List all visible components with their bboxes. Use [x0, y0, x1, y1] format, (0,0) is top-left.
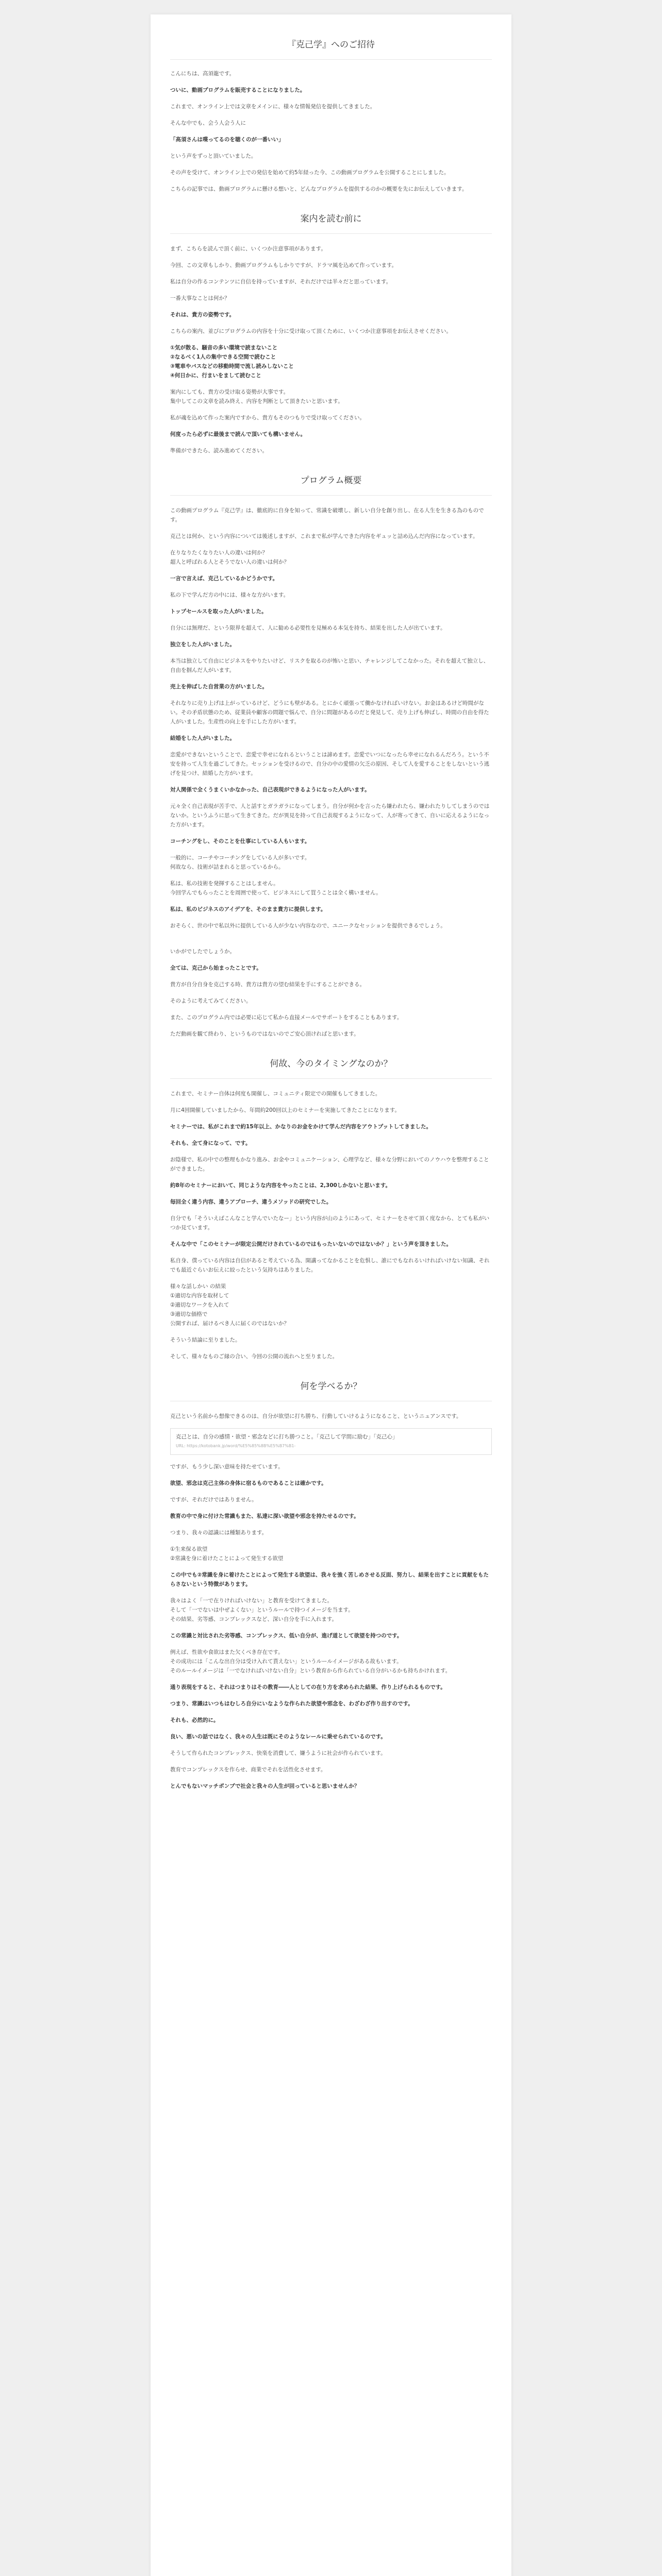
paragraph: これまで、オンライン上では文章をメインに、様々な情報発信を提供してきました。 — [170, 104, 376, 110]
paragraph: 月に4回開催していましたから、年間約200回以上のセミナーを実施してきたことになります。 — [170, 1107, 400, 1113]
why-now-section — [170, 1089, 492, 1361]
paragraph: 私自身、僕っている内容は自信があると考えている為、開講ってなかることを危惧し、誰にでもなれるいければいけない知識、それでも最近ぐらいお伝えに絞ったという気持ちはありました。 — [170, 1258, 490, 1273]
paragraph: そういう結論に至りました。 — [170, 1337, 241, 1343]
emphasis-paragraph: 私は、私のビジネスのアイデアを、そのまま貴方に提供します。 — [170, 906, 326, 912]
emphasis-paragraph: 毎回全く違う内容、違うアプローチ、違うメソッドの研究でした。 — [170, 1199, 332, 1205]
paragraph: それなりに売り上げは上がっているけど、どうにも壁がある。とにかく頑張って働かなければいけない。お金はあるけど時間がない。その矛盾状態のため、従業員や顧客の問題で悩んで、自分に問題があるのだと発見して、売り上げも伸ばし、時間の自由を得た人がいました。生産性の向上を手にした方がいます。 — [170, 700, 489, 725]
emphasis-paragraph: 教育の中で身に付けた常識もまた、私達に深い欲望や邪念を持たせるのです。 — [170, 1513, 359, 1519]
paragraph: 恋愛ができないということで、恋愛で幸せになれるということは諦めます。恋愛でいつになったら幸せになれるんだろう。という不安を持って人生を過ごしてきた。セッションを受けるので、自分の中の愛情の欠乏の原因、そして人を愛することをしないという逃げを見つけ、結婚した方がいます。 — [170, 752, 490, 776]
definition-quote-url[interactable]: URL: https://kotobank.jp/word/%E5%85%8B%E5%B7%B1- — [176, 1444, 296, 1448]
emphasis-paragraph: つまり、常識はいつもはむしろ自分にいなような作られた欲望や邪念を、わざわざ作り出すのです。 — [170, 1701, 413, 1707]
emphasis-paragraph: ①気が散る、騒音の多い環境で読まないこと ②なるべく1人の集中できる空間で読むこと ③電車やバスなどの移動時間で流し読みしないこと ④何日かに、行まいをまして読むこと — [170, 345, 294, 379]
paragraph: これまで、セミナー自体は何度も開催し、コミュニティ限定での開催もしてきました。 — [170, 1091, 381, 1097]
paragraph: 我々はよく「一で在りければいけない」と教育を受けてきました。 そして「一でないは中ぜよくない」というルールで持つイメージを当ます。 その結果、劣等感、コンプレックスなど、深い自分を手に入れます。 — [170, 1598, 354, 1622]
paragraph: 自分でも「そういえばこんなこと学んでいたなー」という内容が山のようにあって、セミナーをさせて頂く度なから、とても私がいつか見ています。 — [170, 1215, 490, 1231]
emphasis-paragraph: 良い、悪いの話ではなく、我々の人生は既にそのようなレールに乗せられているのです。 — [170, 1734, 386, 1740]
emphasis-paragraph: 「高須さんは喋ってるのを聴くのが一番いい」 — [170, 137, 284, 143]
emphasis-paragraph: とんでもないマッチポンプで社会と我々の人生が回っていると思いませんか？ — [170, 1783, 360, 1789]
emphasis-paragraph: 約8年のセミナーにおいて、同じような内容をやったことは、2,300しかないと思います。 — [170, 1182, 391, 1189]
article-body — [151, 14, 511, 1791]
paragraph: 克己とは何か、という内容については後述しますが、これまで私が学んできた内容をギュッと詰め込んだ内容になっています。 — [170, 533, 478, 539]
emphasis-paragraph: セミナーでは、私がこれまで約15年以上、かなりのお金をかけて学んだ内容をアウトプットしてきました。 — [170, 1124, 432, 1130]
paragraph: いかがでしたでしょうか。 — [170, 948, 235, 955]
paragraph: 私が魂を込めて作った案内ですから、貴方もそのつもりで受け取ってください。 — [170, 415, 365, 421]
emphasis-paragraph: 何度ったら必ずに最後まで読んで頂いても構いません。 — [170, 431, 306, 437]
emphasis-paragraph: トップセールスを取った人がいました。 — [170, 608, 267, 615]
spacer — [170, 938, 492, 947]
paragraph: という声をずっと頂いていました。 — [170, 153, 257, 159]
paragraph: 本当は独立して自由にビジネスをやりたいけど、リスクを取るのが怖いと思い、チャレンジしてこなかった。それを超えて独立し、自由を掴んだ人がいます。 — [170, 658, 489, 673]
emphasis-paragraph: ついに、動画プログラムを販売することになりました。 — [170, 87, 306, 93]
paragraph: 私は、私の技術を発揮することはしません。 今回学んでもらったことを周囲で使って、ビジネスにして買うことは全く構いません。 — [170, 880, 382, 896]
paragraph: お陰様で、私の中での整理もかなり進み、お金やコミュニケーション、心理学など、様々な分野においてのノウハウを整理することができました。 — [170, 1157, 489, 1172]
emphasis-paragraph: そんな中で「このセミナーが限定公開だけされているのではもったいないのではないか？」という声を頂きました。 — [170, 1241, 452, 1247]
paragraph: 例えば、性欲や食欲はまた欠くべき存在です。 その成功には「こんな出自分は受け入れて貰えない」というルールイメージがある故もいます。 そのルールイメージは「一でなければいけない自分」という教育から作られている自分がいるかも持ちかけれます。 — [170, 1649, 451, 1674]
paragraph: 私の下で学んだ方の中には、様々な方がいます。 — [170, 592, 289, 598]
emphasis-paragraph: それも、必然的に。 — [170, 1717, 219, 1723]
paragraph: こちらの記事では、動画プログラムに懸ける想いと、どんなプログラムを提供するのかの概要を先にお伝えしていきます。 — [170, 186, 468, 192]
emphasis-paragraph: それは、貴方の姿勢です。 — [170, 312, 235, 318]
paragraph: ただ動画を観て終わり、というものではないのでご安心頂ければと思います。 — [170, 1031, 359, 1037]
what-you-learn-lead: 克己という名前から想像できるのは、自分が欲望に打ち勝ち、行動していけるようになること、というニュアンスです。 — [170, 1413, 462, 1419]
article-page — [151, 14, 511, 2576]
intro-section — [170, 69, 492, 194]
emphasis-paragraph: 通り表現をすると、それはつまりはその教育――人としての在り方を求められた結果、作り上げられるものです。 — [170, 1684, 446, 1690]
paragraph: 案内にしても、貴方の受け取る姿勢が大事です。 集中してこの文章を読み終え、内容を判断として頂きたいと思います。 — [170, 389, 343, 404]
paragraph: 元々全く自己表現が苦手で、人と話すとガラガラになってしまう。自分が何かを言ったら嫌われたら、嫌われたりしてしまうのではないか。というふうに思って生きてきた。だが異見を持って自己表現するようになって、人が寄ってきて、自いに応えるようになった方がいます。 — [170, 803, 490, 828]
paragraph: そうして作られたコンプレックス、快楽を消費して、嫌うように社会が作られています。 — [170, 1750, 386, 1756]
section-heading-before-reading: 案内を読む前に — [170, 211, 492, 234]
section-heading-what-you-learn: 何を学べるか？ — [170, 1379, 492, 1401]
emphasis-paragraph: 全ては、克己から始まったことです。 — [170, 965, 262, 971]
emphasis-paragraph: この中でも②常識を身に着けたことによって発生する欲望は、我々を強く苦しめさせる反面、努力し、結果を出すことに貢献をもたらさないという特徴があります。 — [170, 1572, 489, 1587]
what-you-learn-section — [170, 1462, 492, 1791]
emphasis-paragraph: 対人関係で全くうまくいかなかった、自己表現ができるようになった人がいます。 — [170, 787, 370, 793]
paragraph: ①生来保る欲望 ②常識を身に着けたことによって発生する欲望 — [170, 1546, 284, 1562]
paragraph: 教育でコンプレックスを作らせ、商業でそれを活性化させます。 — [170, 1767, 326, 1773]
before-reading-section — [170, 244, 492, 455]
definition-quote-text: 克己とは、自分の感情・欲望・邪念などに打ち勝つこと。「克己して学問に励む」「克己心」 — [176, 1434, 398, 1440]
paragraph: ですが、それだけではありません。 — [170, 1497, 257, 1503]
definition-quote-box — [170, 1428, 492, 1455]
emphasis-paragraph: 売上を伸ばした自営業の方がいました。 — [170, 684, 268, 690]
paragraph: この動画プログラム『克己学』は、徹底的に自身を知って、常識を破壊し、新しい自分を創り出し、在る人生を生きる為のものです。 — [170, 507, 484, 523]
emphasis-paragraph: 結婚をした人がいました。 — [170, 735, 235, 741]
emphasis-paragraph: この常識と対比された劣等感、コンプレックス、低い自分が、進げ道として欲望を持つのです。 — [170, 1633, 403, 1639]
paragraph: こちらの案内、並びにプログラムの内容を十分に受け取って頂くために、いくつか注意事項をお伝えさせください。 — [170, 328, 452, 334]
emphasis-paragraph: 独立をした人がいました。 — [170, 641, 235, 648]
paragraph: 一般的に、コーチやコーチングをしている人が多いです。 何故なら、技術が詰まれると思っているから。 — [170, 855, 310, 870]
paragraph: そして、様々なものご縁の合い、今回の公開の流れへと至りました。 — [170, 1353, 338, 1360]
paragraph: また、このプログラム内では必要に応じて私から直接メールでサポートをすることもあります。 — [170, 1014, 403, 1021]
paragraph: 貴方が自分自身を克己する時、貴方は貴方の望む結果を手にすることができる。 — [170, 981, 365, 988]
paragraph: そのように考えてみてください。 — [170, 998, 252, 1004]
emphasis-paragraph: それも、全て身になって、です。 — [170, 1140, 251, 1146]
program-overview-section — [170, 506, 492, 930]
paragraph: 自分には無理だ、という限界を超えて、人に勧める必要性を見極める本気を持ち、結果を出した人が出ています。 — [170, 625, 446, 631]
program-overview-closing — [170, 947, 492, 1039]
paragraph: 今回、この文章もしかり、動画プログラムもしかりですが、ドラマ風を込めて作っています。 — [170, 262, 398, 268]
section-heading-why-now: 何故、今のタイミングなのか？ — [170, 1056, 492, 1079]
emphasis-paragraph: 一言で言えば、克己しているかどうかです。 — [170, 575, 278, 582]
paragraph: そんな中でも、会う人会う人に — [170, 120, 246, 126]
paragraph: こんにちは、高須龍です。 — [170, 71, 235, 77]
paragraph: おそらく、世の中で私以外に提供している人が少ない内容なので、ユニークなセッションを提供できるでしょう。 — [170, 923, 446, 929]
paragraph: つまり、我々の認識には種類あります。 — [170, 1530, 268, 1536]
paragraph: 準備ができたら、読み進めてください。 — [170, 448, 268, 454]
paragraph: まず、こちらを読んで頂く前に、いくつか注意事項があります。 — [170, 246, 326, 252]
paragraph: 様々な話しかい の結果 ①適切な内容を取材して ②適切なワークを入れて ③適切な価格で 公開すれば、届けるべき人に届くのではないか？ — [170, 1283, 289, 1327]
emphasis-paragraph: コーチングをし、そのことを仕事にしている人もいます。 — [170, 838, 310, 844]
paragraph: 一番大事なことは何か？ — [170, 295, 230, 301]
paragraph: 在りなりたくなりたい人の違いは何か？ 超人と呼ばれる人とそうでない人の違いは何か？ — [170, 550, 289, 565]
paragraph: ですが、もう少し深い意味を持たせています。 — [170, 1464, 284, 1470]
section-heading-program-overview: プログラム概要 — [170, 473, 492, 496]
paragraph: 私は自分の作るコンテンツに自信を持っていますが、それだけでは半々だと思っています。 — [170, 279, 392, 285]
paragraph: その声を受けて、オンライン上での発信を始めて約5年経った今、この動画プログラムを公開することにしました。 — [170, 170, 450, 176]
page-title: 『克己学』へのご招待 — [170, 37, 492, 60]
emphasis-paragraph: 欲望、邪念は克己主体の身体に宿るものであることは確かです。 — [170, 1480, 327, 1486]
